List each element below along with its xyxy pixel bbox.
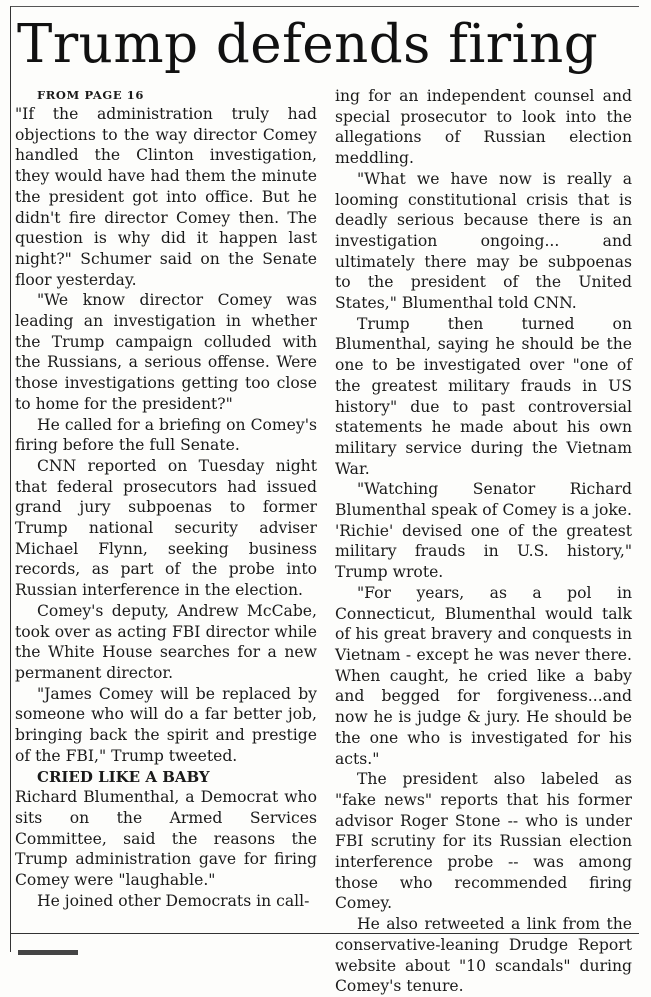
article-paragraph: Richard Blumenthal, a Democrat who sits on the Armed Services Committee, said the reasons the Trump administration gave for firing Comey were "laughable." <box>15 788 317 890</box>
article-paragraph: "We know director Comey was leading an investigation in whether the Trump campaign colluded with the Russians, a serious offense. Were those investigations getting too close to home for the president?" <box>15 291 317 413</box>
news-clipping <box>10 6 639 996</box>
subhead: CRIED LIKE A BABY <box>37 767 210 786</box>
article-paragraph: He joined other Democrats in call- <box>37 891 310 910</box>
headline: Trump defends firing <box>17 14 599 75</box>
bottom-rule <box>11 933 639 934</box>
cutoff-text-fragment <box>18 950 78 955</box>
kicker-from-page: FROM PAGE 16 <box>37 88 144 102</box>
article-paragraph: "James Comey will be replaced by someone who will do a far better job, bringing back the spirit and prestige of the FBI," Trump tweeted. <box>15 684 317 765</box>
article-paragraph: Trump then turned on Blumenthal, saying he should be the one to be investigated over "one of the greatest military frauds in US history" due to past controversial statements he made about his own military service during the Vietnam War. <box>335 314 632 478</box>
article-paragraph: "Watching Senator Richard Blumenthal speak of Comey is a joke. 'Richie' devised one of the greatest military frauds in U.S. history," Trump wrote. <box>335 480 632 582</box>
article-paragraph: "For years, as a pol in Connecticut, Blumenthal would talk of his great bravery and conquests in Vietnam - except he was never there. When caught, he cried like a baby and begged for forgiveness...and now he is judge & jury. He should be the one who is investigated for his acts." <box>335 583 632 768</box>
article-paragraph: "What we have now is really a looming constitutional crisis that is deadly serious because there is an investigation ongoing... and ultimately there may be subpoenas to the president of the United States," Blumenthal told CNN. <box>335 169 632 313</box>
article-paragraph: "If the administration truly had objections to the way director Comey handled the Clinton investigation, they would have had them the minute the president got into office. But he didn't fire director Comey then. The question is why did it happen last night?" Schumer said on the Senate floor yesterday. <box>15 105 317 289</box>
article-paragraph: He called for a briefing on Comey's firing before the full Senate. <box>15 415 317 455</box>
article-paragraph: He also retweeted a link from the conservative-leaning Drudge Report website about "10 scandals" during Comey's tenure. <box>335 915 632 996</box>
article-paragraph: CNN reported on Tuesday night that federal prosecutors had issued grand jury subpoenas to former Trump national security adviser Michael Flynn, seeking business records, as part of the probe into Russian interference in the election. <box>15 456 317 600</box>
article-column-right <box>335 86 632 997</box>
article-paragraph: The president also labeled as "fake news" reports that his former advisor Roger Stone -- who is under FBI scrutiny for its Russian election interference probe -- was among those who recommended firing Comey. <box>335 770 632 913</box>
article-paragraph: Comey's deputy, Andrew McCabe, took over as acting FBI director while the White House searches for a new permanent director. <box>15 601 317 682</box>
article-column-left <box>15 86 317 911</box>
article-paragraph-continued: ing for an independent counsel and special prosecutor to look into the allegations of Russian election meddling. <box>335 87 632 168</box>
